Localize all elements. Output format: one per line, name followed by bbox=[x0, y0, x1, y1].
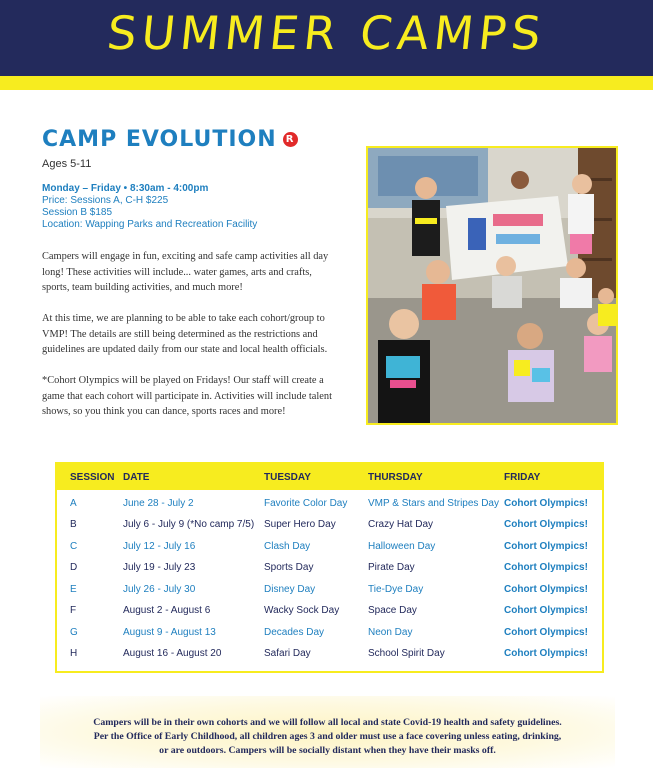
cell-session: F bbox=[70, 605, 77, 616]
cell-friday: Cohort Olympics! bbox=[504, 605, 588, 616]
header-tuesday: TUESDAY bbox=[264, 472, 311, 483]
camp-session-b-price: Session B $185 bbox=[42, 207, 113, 218]
camp-name: CAMP EVOLUTION bbox=[42, 127, 277, 152]
camp-info bbox=[42, 183, 257, 231]
campers-photo-illustration bbox=[368, 148, 616, 423]
camp-schedule-table bbox=[55, 462, 604, 673]
cell-friday: Cohort Olympics! bbox=[504, 627, 588, 638]
cell-tuesday: Decades Day bbox=[264, 627, 325, 638]
header-thursday: THURSDAY bbox=[368, 472, 423, 483]
camp-ages: Ages 5-11 bbox=[42, 158, 92, 170]
header-session: SESSION bbox=[70, 472, 115, 483]
table-header-row bbox=[57, 464, 602, 490]
guideline-line-3: or are outdoors. Campers will be socially distant when they have their masks off. bbox=[159, 744, 496, 756]
cell-date: August 16 - August 20 bbox=[123, 648, 222, 659]
cell-friday: Cohort Olympics! bbox=[504, 562, 588, 573]
cell-date: July 26 - July 30 bbox=[123, 584, 196, 595]
cell-friday: Cohort Olympics! bbox=[504, 541, 588, 552]
cell-thursday: Neon Day bbox=[368, 627, 413, 638]
cell-tuesday: Wacky Sock Day bbox=[264, 605, 340, 616]
cell-session: C bbox=[70, 541, 78, 552]
cell-date: July 19 - July 23 bbox=[123, 562, 196, 573]
guideline-line-1: Campers will be in their own cohorts and we will follow all local and state Covid-19 health and safety guidelines. bbox=[93, 717, 562, 728]
cell-session: E bbox=[70, 584, 77, 595]
header-banner bbox=[0, 0, 653, 76]
cell-session: D bbox=[70, 562, 78, 573]
camp-group-photo bbox=[366, 146, 618, 425]
cell-thursday: Pirate Day bbox=[368, 562, 415, 573]
covid-guidelines-note bbox=[60, 716, 595, 757]
registered-icon: R bbox=[283, 132, 298, 147]
cell-thursday: School Spirit Day bbox=[368, 648, 445, 659]
cell-session: H bbox=[70, 648, 78, 659]
description-paragraph-3: *Cohort Olympics will be played on Fridays! Our staff will create a game that each cohort will participate in. Activities will include talent shows, so you think you can dance, sports races and more! bbox=[42, 375, 332, 418]
cell-tuesday: Safari Day bbox=[264, 648, 311, 659]
cell-thursday: Halloween Day bbox=[368, 541, 436, 552]
cell-date: July 6 - July 9 (*No camp 7/5) bbox=[123, 519, 255, 530]
cell-date: August 2 - August 6 bbox=[123, 605, 211, 616]
header-friday: FRIDAY bbox=[504, 472, 541, 483]
cell-date: August 9 - August 13 bbox=[123, 627, 216, 638]
camp-price: Price: Sessions A, C-H $225 bbox=[42, 195, 169, 206]
header-date: DATE bbox=[123, 472, 150, 483]
description-paragraph-1: Campers will engage in fun, exciting and safe camp activities all day long! These activities will include... water games, arts and crafts, sports, team building activities, and much more! bbox=[42, 251, 329, 294]
cell-date: June 28 - July 2 bbox=[123, 498, 194, 509]
cell-tuesday: Disney Day bbox=[264, 584, 316, 595]
cell-friday: Cohort Olympics! bbox=[504, 519, 588, 530]
camp-title bbox=[42, 127, 298, 152]
cell-tuesday: Favorite Color Day bbox=[264, 498, 348, 509]
cell-thursday: Space Day bbox=[368, 605, 417, 616]
camp-schedule: Monday – Friday • 8:30am - 4:00pm bbox=[42, 183, 209, 194]
guideline-line-2: Per the Office of Early Childhood, all children ages 3 and older must use a face covering unless eating, drinking, bbox=[93, 730, 562, 742]
cell-friday: Cohort Olympics! bbox=[504, 498, 588, 509]
cell-thursday: VMP & Stars and Stripes Day bbox=[368, 498, 499, 509]
cell-friday: Cohort Olympics! bbox=[504, 584, 588, 595]
cell-session: A bbox=[70, 498, 77, 509]
page-title: SUMMER CAMPS bbox=[104, 6, 549, 60]
cell-tuesday: Sports Day bbox=[264, 562, 314, 573]
cell-friday: Cohort Olympics! bbox=[504, 648, 588, 659]
camp-location: Location: Wapping Parks and Recreation Facility bbox=[42, 219, 258, 230]
description-paragraph-2: At this time, we are planning to be able to take each cohort/group to VMP! The details are still being determined as the restrictions and guidelines are updated daily from our state and local health officials. bbox=[42, 313, 328, 356]
cell-thursday: Crazy Hat Day bbox=[368, 519, 434, 530]
header-stripe bbox=[0, 76, 653, 90]
cell-date: July 12 - July 16 bbox=[123, 541, 196, 552]
cell-session: G bbox=[70, 627, 78, 638]
cell-tuesday: Clash Day bbox=[264, 541, 311, 552]
cell-thursday: Tie-Dye Day bbox=[368, 584, 424, 595]
cell-session: B bbox=[70, 519, 77, 530]
cell-tuesday: Super Hero Day bbox=[264, 519, 336, 530]
